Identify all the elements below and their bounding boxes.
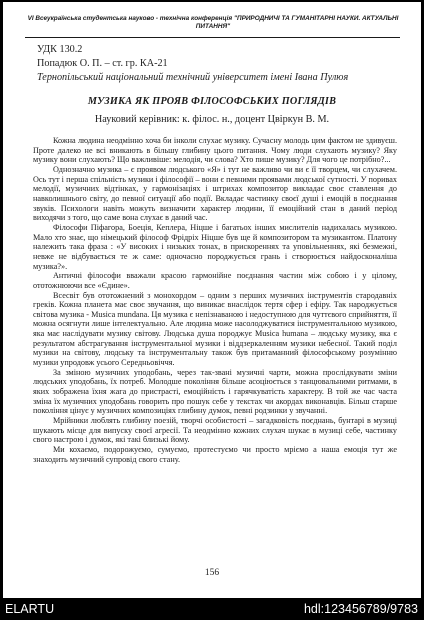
paragraph: Всесвіт був ототожнений з монохордом – одним з перших музичних інструментів стародавніх греків. Кожна планета має своє звучання, що виникає внаслідок тертя сфер і ефіру. Так народжується світова музика - Musica mundana. Ця музика є непізнаваною і недоступною для чуттєвого сприйняття, її можна осягнути лише інтелектуально. Але людина може насолоджуватися інструментальною музикою, яка має наслідувати музику світову. Людська душа породжує Musica humana – людську музику, яка є результатом абстрагування інструментальної музики і віддзеркаленням музики небесної. Такий поділ музики на світову, людську та інструментальну також був притаманний філософському розумінню музики упродовж усього Середньовіччя. — [33, 290, 397, 368]
article-body — [33, 136, 397, 464]
paragraph: За зміною музичних уподобань, через так-звані музичні чарти, можна прослідкувати зміни людських уподобань, їх потреб. Молодше покоління більше асоціюється з танцювальними ритмами, в яких зображена їхня жага до пристрасті, емоційність і гарячкуватість характеру. В той же час часта зміна їх музичних уподобань говорить про пошук себе у текстах чи акордах виконавців. Більш старше покоління цінує у музичних композиціях глибину думок, певні родзинки у звучанні. — [33, 367, 397, 416]
article-title: МУЗИКА ЯК ПРОЯВ ФІЛОСОФСЬКИХ ПОГЛЯДІВ — [87, 96, 337, 107]
author-line: Попадюк О. П. – ст. гр. КА-21 — [37, 58, 168, 69]
header-rule — [25, 37, 400, 38]
footer-bar — [0, 598, 424, 620]
handle-identifier[interactable]: hdl:123456789/9783 — [303, 602, 418, 616]
advisor-line: Науковий керівник: к. філос. н., доцент Цвіркун В. М. — [94, 114, 330, 125]
conference-header: VI Всеукраїнська студентська науково - технічна конференція "ПРИРОДНИЧІ ТА ГУМАНІТАРНІ НАУКИ. АКТУАЛЬНІ ПИТАННЯ" — [27, 15, 399, 30]
udc-code: УДК 130.2 — [37, 44, 83, 55]
paragraph: Філософи Піфагора, Боеція, Кеплера, Ніцше і багатьох інших мислителів надихалась музикою. Мало хто знає, що німецький філософ Фрідріх Ніцше був ще й композитором та музикантом. Платону належить така фраза : «У високих і низьких тонах, в прискореннях та уповільненнях, які безмежні, невже не відбувається те ж саме: одночасно породжується грань і створюється найдосконаліша музика?». — [33, 222, 397, 271]
paragraph: Ми кохаємо, подорожуємо, сумуємо, протестуємо чи просто мріємо а наша емоція тут же знаходить музичний супровід свого стану. — [33, 445, 397, 464]
paragraph: Античні філософи вважали красою гармонійне поєднання частин між собою і у цілому, ототожнюючи все «Єдине». — [33, 271, 397, 290]
paragraph: Кожна людина неодмінно хоча би інколи слухає музику. Сучасну молодь цим фактом не здивуєш. Проте далеко не всі вникають в більшу глибину цього питання. Чому люди слухають музику? Яку музику вони слухають? Що важливіше: мелодія, чи слова? Хто пише музику? Для чого це потрібно?... — [33, 136, 397, 165]
paragraph: Однозначно музика – є проявом людського «Я» і тут не важливо чи ви є її творцем, чи слухачем. Ось тут і перша спільність музики і філософії – вони є певними проявами людської сутності. У поривах мелодії, музичних відтінках, у гармонізаціях і штрихах композитор викладає своє ставлення до навколишнього світу, до певної ситуації або події. Вкладає частинку своєї душі і емоцій в поєднання звуків. Психологи навіть можуть визначити характер людини, її емоційний стан в даний період виходячи з того, що саме вона слухає в даний час. — [33, 164, 397, 223]
repository-label: ELARTU — [5, 602, 55, 616]
institution-line: Тернопільський національний технічний університет імені Івана Пулюя — [37, 72, 349, 83]
document-page — [3, 2, 421, 598]
page-number: 156 — [204, 568, 220, 578]
paragraph: Мрійники люблять глибину поезій, творчі особистості – загадковість поєднань, бунтарі в музиці шукають місце для випуску своєї агресії. Та неодмінно кожних слухач шукає в музиці себе, частинку свого настрою і думок, які такі близькі йому. — [33, 416, 397, 445]
